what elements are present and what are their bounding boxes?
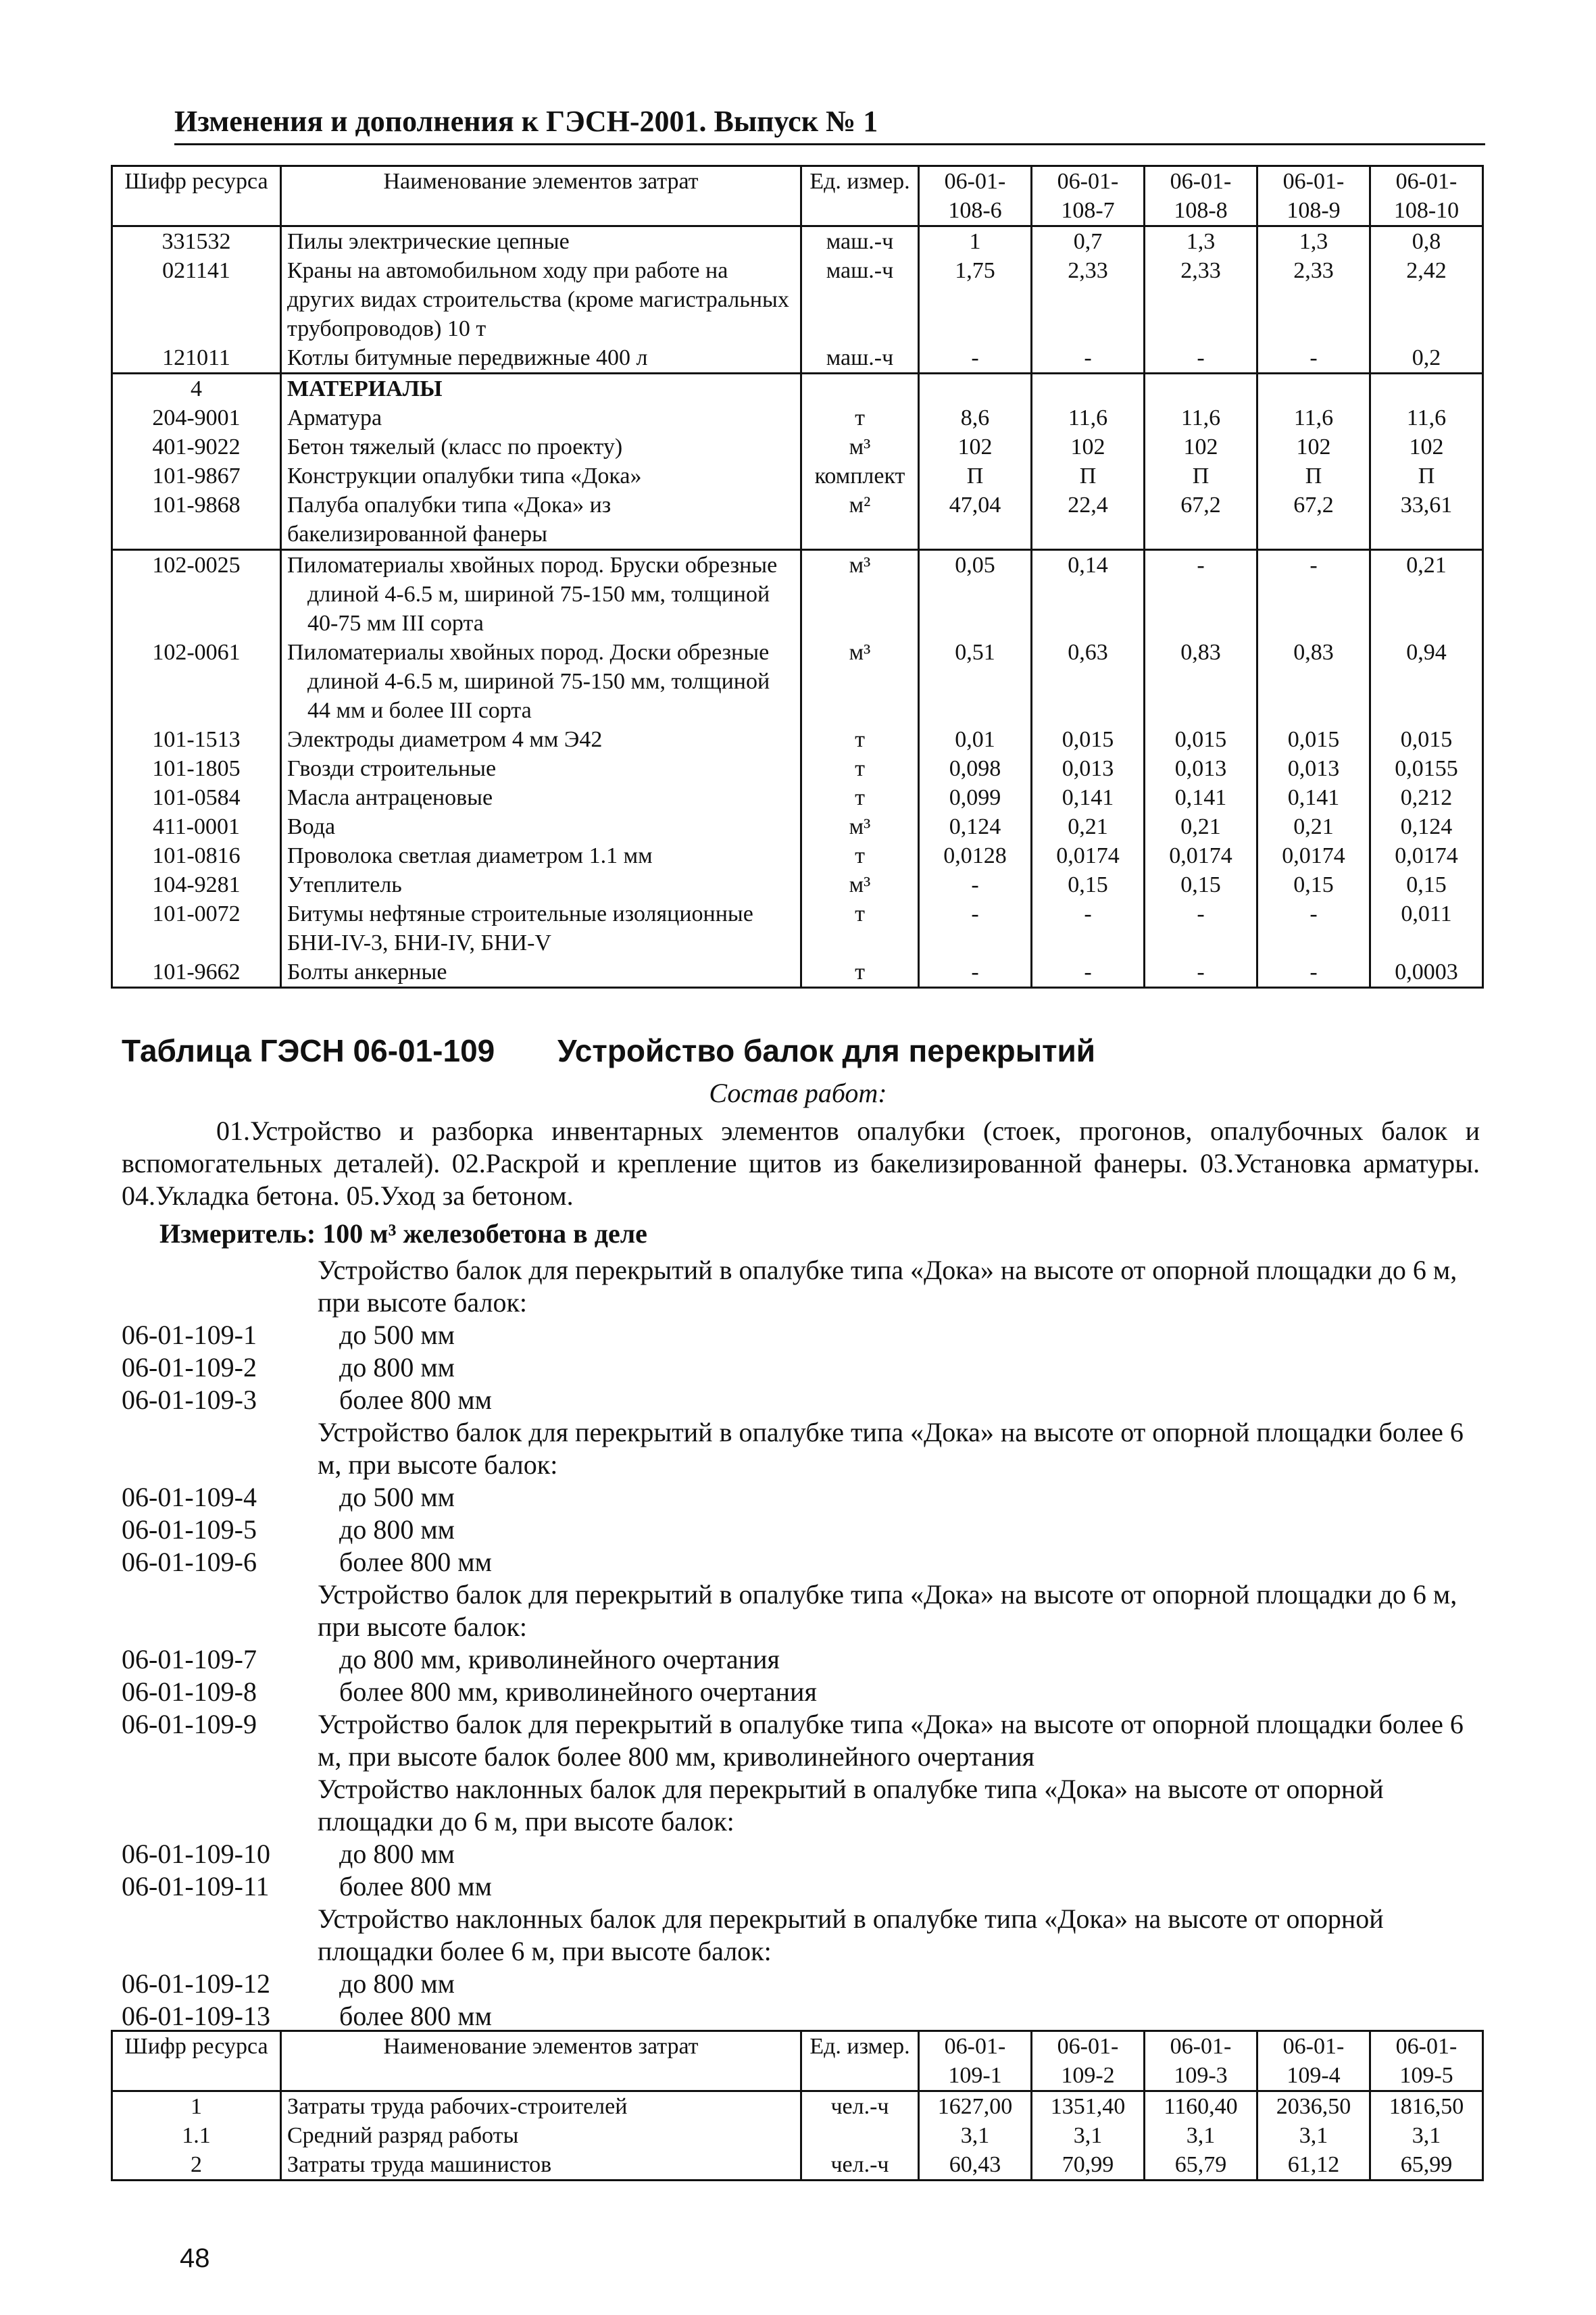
unit: т	[801, 725, 919, 754]
table-row	[112, 226, 1483, 257]
value-cell: 3,1	[1145, 2121, 1257, 2150]
resource-name-text: Пиломатериалы хвойных пород. Бруски обрезные длиной 4-6.5 м, шириной 75-150 мм, толщиной 40-75 мм III сорта	[287, 553, 778, 636]
entry	[122, 1546, 1480, 1578]
resource-code: 331532	[112, 226, 281, 257]
value-cell: 0,124	[1370, 812, 1483, 841]
value-cell: 1,3	[1257, 226, 1370, 257]
resource-code: 021141	[112, 256, 281, 343]
value-cell: -	[1032, 899, 1145, 957]
table-row	[112, 432, 1483, 462]
entry-code: 06-01-109-5	[122, 1514, 257, 1545]
value-cell: 3,1	[919, 2121, 1032, 2150]
value-cell: 0,7	[1032, 226, 1145, 257]
entry-code: 06-01-109-4	[122, 1482, 257, 1512]
value-cell: -	[1145, 343, 1257, 374]
resource-name	[281, 491, 801, 550]
resource-name-text: Бетон тяжелый (класс по проекту)	[287, 434, 623, 459]
entry-code	[122, 1773, 318, 1838]
resource-name-text: Котлы битумные передвижные 400 л	[287, 345, 648, 370]
unit: маш.-ч	[801, 343, 919, 374]
value-cell: П	[1370, 462, 1483, 491]
value-cell: 0,0128	[919, 841, 1032, 870]
value-cell: 0,21	[1145, 812, 1257, 841]
resource-name	[281, 462, 801, 491]
resource-code: 1	[112, 2091, 281, 2122]
value-cell: 67,2	[1257, 491, 1370, 550]
resource-name	[281, 725, 801, 754]
column-header: 06-01-108-10	[1370, 166, 1483, 226]
resource-table-108	[111, 165, 1484, 989]
value-cell: 0,013	[1257, 754, 1370, 783]
value-cell: 0,0174	[1032, 841, 1145, 870]
table-header-row	[112, 166, 1483, 226]
entry	[122, 1676, 1480, 1708]
value-cell: П	[1257, 462, 1370, 491]
table-title	[122, 1031, 1473, 1070]
value-cell: 3,1	[1257, 2121, 1370, 2150]
value-cell: 0,83	[1145, 638, 1257, 725]
value-cell: 22,4	[1032, 491, 1145, 550]
resource-name	[281, 957, 801, 988]
entry	[122, 1903, 1480, 1968]
table-row	[112, 491, 1483, 550]
column-header: Шифр ресурса	[112, 2031, 281, 2091]
value-cell: 11,6	[1032, 403, 1145, 432]
value-cell: 0,0174	[1370, 841, 1483, 870]
resource-name	[281, 374, 801, 404]
value-cell: 0,15	[1370, 870, 1483, 899]
resource-code: 101-9867	[112, 462, 281, 491]
value-cell	[1257, 374, 1370, 404]
resource-name-text: Конструкции опалубки типа «Дока»	[287, 464, 642, 489]
column-header: 06-01-109-4	[1257, 2031, 1370, 2091]
table-row	[112, 812, 1483, 841]
table-row	[112, 462, 1483, 491]
value-cell: 33,61	[1370, 491, 1483, 550]
entry	[122, 1481, 1480, 1514]
value-cell: 60,43	[919, 2150, 1032, 2181]
entry	[122, 1384, 1480, 1416]
entry-text: более 800 мм	[339, 1385, 492, 1415]
resource-name-text: Болты анкерные	[287, 960, 447, 985]
unit: чел.-ч	[801, 2091, 919, 2122]
resource-name	[281, 343, 801, 374]
value-cell: -	[919, 870, 1032, 899]
entry-code	[122, 1254, 318, 1319]
value-cell: 0,141	[1145, 783, 1257, 812]
unit: т	[801, 403, 919, 432]
resource-name	[281, 2150, 801, 2181]
entry	[122, 1708, 1480, 1773]
table-row	[112, 2150, 1483, 2181]
resource-name-text: Средний разряд работы	[287, 2123, 519, 2148]
column-header: Наименование элементов затрат	[281, 2031, 801, 2091]
value-cell: 0,51	[919, 638, 1032, 725]
entry	[122, 2000, 1480, 2033]
resource-name-text: Пилы электрические цепные	[287, 229, 570, 254]
column-header: 06-01-109-5	[1370, 2031, 1483, 2091]
value-cell: 0,212	[1370, 783, 1483, 812]
value-cell: 2,33	[1257, 256, 1370, 343]
table-row	[112, 256, 1483, 343]
resource-name	[281, 754, 801, 783]
resource-name	[281, 783, 801, 812]
entry-text: до 800 мм	[339, 1839, 455, 1869]
value-cell: П	[1032, 462, 1145, 491]
entry	[122, 1968, 1480, 2000]
column-header: Ед. измер.	[801, 166, 919, 226]
resource-name	[281, 403, 801, 432]
column-header: 06-01-109-3	[1145, 2031, 1257, 2091]
value-cell: -	[1032, 343, 1145, 374]
value-cell: 2,33	[1145, 256, 1257, 343]
entry-code: 06-01-109-6	[122, 1547, 257, 1577]
unit: маш.-ч	[801, 226, 919, 257]
entry-text: Устройство балок для перекрытий в опалубке типа «Дока» на высоте от опорной площадки более 6 м, при высоте балок:	[318, 1417, 1464, 1480]
unit	[801, 2121, 919, 2150]
entry	[122, 1319, 1480, 1351]
value-cell: 102	[1370, 432, 1483, 462]
resource-code: 1.1	[112, 2121, 281, 2150]
entry-text: Устройство балок для перекрытий в опалубке типа «Дока» на высоте от опорной площадки более 6 м, при высоте балок более 800 мм, криволинейного очертания	[318, 1709, 1464, 1772]
value-cell: 0,63	[1032, 638, 1145, 725]
resource-code: 104-9281	[112, 870, 281, 899]
value-cell: 1816,50	[1370, 2091, 1483, 2122]
resource-name-text: Масла антраценовые	[287, 785, 493, 810]
resource-name	[281, 870, 801, 899]
resource-name	[281, 2121, 801, 2150]
entry-code: 06-01-109-11	[122, 1871, 270, 1901]
value-cell: 0,011	[1370, 899, 1483, 957]
value-cell: 0,015	[1257, 725, 1370, 754]
value-cell: 0,01	[919, 725, 1032, 754]
unit: т	[801, 754, 919, 783]
entries-list	[122, 1254, 1480, 2033]
value-cell: -	[1257, 899, 1370, 957]
value-cell: 0,0174	[1145, 841, 1257, 870]
resource-code: 102-0025	[112, 550, 281, 639]
measure-label: Измеритель:	[159, 1218, 316, 1249]
value-cell: 0,124	[919, 812, 1032, 841]
column-header: 06-01-108-7	[1032, 166, 1145, 226]
resource-name-text: Палуба опалубки типа «Дока» из бакелизированной фанеры	[287, 493, 612, 547]
resource-code: 411-0001	[112, 812, 281, 841]
resource-name-text: Затраты труда рабочих-строителей	[287, 2094, 628, 2119]
table-row	[112, 638, 1483, 725]
value-cell: 0,8	[1370, 226, 1483, 257]
table-header-row	[112, 2031, 1483, 2091]
table-row	[112, 725, 1483, 754]
resource-name	[281, 226, 801, 257]
entry-code: 06-01-109-2	[122, 1352, 257, 1383]
value-cell: 0,05	[919, 550, 1032, 639]
unit: м³	[801, 870, 919, 899]
value-cell: 70,99	[1032, 2150, 1145, 2181]
resource-name-text: Проволока светлая диаметром 1.1 мм	[287, 843, 653, 868]
value-cell: 0,21	[1257, 812, 1370, 841]
value-cell: 11,6	[1370, 403, 1483, 432]
entry-text: Устройство балок для перекрытий в опалубке типа «Дока» на высоте от опорной площадки до 6 м, при высоте балок:	[318, 1255, 1457, 1318]
entry-code: 06-01-109-7	[122, 1644, 257, 1674]
resource-code: 2	[112, 2150, 281, 2181]
value-cell: 1351,40	[1032, 2091, 1145, 2122]
page-number: 48	[180, 2243, 210, 2273]
resource-name-text: Вода	[287, 814, 336, 839]
table-row	[112, 870, 1483, 899]
value-cell: 0,15	[1145, 870, 1257, 899]
value-cell: П	[919, 462, 1032, 491]
table-row	[112, 2121, 1483, 2150]
column-header: 06-01-108-9	[1257, 166, 1370, 226]
value-cell: 0,141	[1032, 783, 1145, 812]
value-cell: -	[1257, 343, 1370, 374]
entry-code	[122, 1903, 318, 1968]
value-cell: -	[1257, 957, 1370, 988]
entry-code	[122, 1416, 318, 1481]
table-name: Устройство балок для перекрытий	[557, 1033, 1096, 1068]
value-cell: 65,79	[1145, 2150, 1257, 2181]
value-cell: 0,0003	[1370, 957, 1483, 988]
unit: м²	[801, 491, 919, 550]
value-cell	[1370, 374, 1483, 404]
value-cell: 0,141	[1257, 783, 1370, 812]
value-cell: 0,21	[1370, 550, 1483, 639]
value-cell: 1,75	[919, 256, 1032, 343]
entry-code: 06-01-109-12	[122, 1968, 270, 1999]
entry-text: более 800 мм	[339, 2001, 492, 2031]
resource-name	[281, 638, 801, 725]
table-row	[112, 550, 1483, 639]
value-cell: 0,21	[1032, 812, 1145, 841]
table-row	[112, 783, 1483, 812]
resource-name-text: Гвозди строительные	[287, 756, 497, 781]
composition-text: 01.Устройство и разборка инвентарных элементов опалубки (стоек, прогонов, опалубочных балок и вспомогательных деталей). 02.Раскрой и крепление щитов из бакелизированной фанеры. 03.Установка арматуры. 04.Укладка бетона. 05.Уход за бетоном.	[122, 1116, 1480, 1211]
unit	[801, 374, 919, 404]
value-cell: П	[1145, 462, 1257, 491]
unit: м³	[801, 432, 919, 462]
resource-name-text: Краны на автомобильном ходу при работе на других видах строительства (кроме магистральных трубопроводов) 10 т	[287, 258, 789, 341]
value-cell: 1627,00	[919, 2091, 1032, 2122]
entry-code: 06-01-109-9	[122, 1709, 257, 1739]
entry	[122, 1416, 1480, 1481]
value-cell: -	[1032, 957, 1145, 988]
unit: м³	[801, 812, 919, 841]
entry-text: до 800 мм, криволинейного очертания	[339, 1644, 780, 1674]
value-cell: 2,33	[1032, 256, 1145, 343]
resource-name	[281, 899, 801, 957]
value-cell: -	[1145, 899, 1257, 957]
entry-text: более 800 мм	[339, 1547, 492, 1577]
value-cell: 2,42	[1370, 256, 1483, 343]
entry	[122, 1838, 1480, 1870]
entry	[122, 1254, 1480, 1319]
value-cell: 11,6	[1145, 403, 1257, 432]
unit: комплект	[801, 462, 919, 491]
measure-value: 100 м³ железобетона в деле	[322, 1218, 647, 1249]
entry	[122, 1578, 1480, 1643]
value-cell: 2036,50	[1257, 2091, 1370, 2122]
resource-name-text: Электроды диаметром 4 мм Э42	[287, 727, 603, 752]
value-cell: 0,013	[1032, 754, 1145, 783]
resource-code: 101-1805	[112, 754, 281, 783]
entry	[122, 1870, 1480, 1903]
value-cell	[1032, 374, 1145, 404]
resource-code: 101-9662	[112, 957, 281, 988]
entry-text: до 500 мм	[339, 1482, 455, 1512]
resource-name-text: Арматура	[287, 405, 382, 430]
entry-text: до 500 мм	[339, 1320, 455, 1350]
value-cell: -	[1145, 957, 1257, 988]
table-row	[112, 343, 1483, 374]
value-cell: -	[919, 957, 1032, 988]
table-row	[112, 2091, 1483, 2122]
value-cell: 65,99	[1370, 2150, 1483, 2181]
value-cell	[919, 374, 1032, 404]
column-header: Шифр ресурса	[112, 166, 281, 226]
page-header: Изменения и дополнения к ГЭСН-2001. Выпуск № 1	[174, 103, 1485, 145]
resource-name-text: МАТЕРИАЛЫ	[287, 376, 443, 401]
resource-code: 101-9868	[112, 491, 281, 550]
resource-name-text: Пиломатериалы хвойных пород. Доски обрезные длиной 4-6.5 м, шириной 75-150 мм, толщиной 44 мм и более III сорта	[287, 640, 770, 723]
value-cell: 0,15	[1032, 870, 1145, 899]
entry-text: Устройство балок для перекрытий в опалубке типа «Дока» на высоте от опорной площадки до 6 м, при высоте балок:	[318, 1579, 1457, 1642]
composition-title: Состав работ:	[709, 1078, 887, 1108]
value-cell: -	[919, 343, 1032, 374]
resource-name	[281, 841, 801, 870]
value-cell: 3,1	[1032, 2121, 1145, 2150]
value-cell: 0,15	[1257, 870, 1370, 899]
resource-name-text: Затраты труда машинистов	[287, 2152, 552, 2177]
value-cell: 61,12	[1257, 2150, 1370, 2181]
resource-code: 4	[112, 374, 281, 404]
value-cell: 0,0174	[1257, 841, 1370, 870]
value-cell: 1160,40	[1145, 2091, 1257, 2122]
resource-name	[281, 550, 801, 639]
table-number: Таблица ГЭСН 06-01-109	[122, 1033, 495, 1068]
resource-code: 102-0061	[112, 638, 281, 725]
value-cell: 102	[1032, 432, 1145, 462]
unit: маш.-ч	[801, 256, 919, 343]
value-cell: 11,6	[1257, 403, 1370, 432]
table-row	[112, 374, 1483, 404]
unit: т	[801, 957, 919, 988]
column-header: 06-01-108-8	[1145, 166, 1257, 226]
resource-code: 204-9001	[112, 403, 281, 432]
entry	[122, 1351, 1480, 1384]
entry-code: 06-01-109-3	[122, 1385, 257, 1415]
table-row	[112, 841, 1483, 870]
unit: т	[801, 841, 919, 870]
entry-code: 06-01-109-1	[122, 1320, 257, 1350]
resource-name	[281, 256, 801, 343]
column-header: 06-01-109-1	[919, 2031, 1032, 2091]
value-cell: 0,015	[1032, 725, 1145, 754]
entry-text: более 800 мм	[339, 1871, 492, 1901]
table-row	[112, 754, 1483, 783]
table-row	[112, 899, 1483, 957]
value-cell: 3,1	[1370, 2121, 1483, 2150]
unit: т	[801, 783, 919, 812]
table-row	[112, 957, 1483, 988]
entry-text: до 800 мм	[339, 1352, 455, 1383]
resource-name	[281, 432, 801, 462]
value-cell: 47,04	[919, 491, 1032, 550]
resource-name	[281, 812, 801, 841]
entry	[122, 1514, 1480, 1546]
resource-code: 401-9022	[112, 432, 281, 462]
value-cell: -	[919, 899, 1032, 957]
entry	[122, 1773, 1480, 1838]
value-cell: 0,94	[1370, 638, 1483, 725]
column-header: 06-01-109-2	[1032, 2031, 1145, 2091]
value-cell: 1,3	[1145, 226, 1257, 257]
table-row	[112, 403, 1483, 432]
value-cell: -	[1257, 550, 1370, 639]
entry-text: до 800 мм	[339, 1514, 455, 1545]
entry-text: до 800 мм	[339, 1968, 455, 1999]
column-header: Ед. измер.	[801, 2031, 919, 2091]
entry-code: 06-01-109-13	[122, 2001, 270, 2031]
unit: чел.-ч	[801, 2150, 919, 2181]
resource-name-text: Битумы нефтяные строительные изоляционные БНИ-IV-3, БНИ-IV, БНИ-V	[287, 901, 753, 955]
measure-line	[159, 1218, 1443, 1250]
unit: м³	[801, 550, 919, 639]
unit: м³	[801, 638, 919, 725]
value-cell: 0,0155	[1370, 754, 1483, 783]
entry	[122, 1643, 1480, 1676]
value-cell: 8,6	[919, 403, 1032, 432]
value-cell: 1	[919, 226, 1032, 257]
value-cell: 102	[1145, 432, 1257, 462]
entry-text: более 800 мм, криволинейного очертания	[339, 1676, 817, 1707]
entry-code: 06-01-109-8	[122, 1676, 257, 1707]
value-cell: -	[1145, 550, 1257, 639]
value-cell	[1145, 374, 1257, 404]
resource-code: 101-0072	[112, 899, 281, 957]
value-cell: 0,14	[1032, 550, 1145, 639]
value-cell: 102	[919, 432, 1032, 462]
unit: т	[801, 899, 919, 957]
value-cell: 0,099	[919, 783, 1032, 812]
entry-code	[122, 1578, 318, 1643]
value-cell: 0,098	[919, 754, 1032, 783]
value-cell: 0,015	[1145, 725, 1257, 754]
value-cell: 0,013	[1145, 754, 1257, 783]
column-header: 06-01-108-6	[919, 166, 1032, 226]
value-cell: 0,83	[1257, 638, 1370, 725]
resource-name-text: Утеплитель	[287, 872, 402, 897]
resource-table-109	[111, 2030, 1484, 2181]
value-cell: 0,015	[1370, 725, 1483, 754]
entry-code: 06-01-109-10	[122, 1839, 270, 1869]
entry-text: Устройство наклонных балок для перекрытий в опалубке типа «Дока» на высоте от опорной площадки более 6 м, при высоте балок:	[318, 1903, 1384, 1966]
resource-code: 121011	[112, 343, 281, 374]
entry-text: Устройство наклонных балок для перекрытий в опалубке типа «Дока» на высоте от опорной площадки до 6 м, при высоте балок:	[318, 1774, 1384, 1837]
resource-name	[281, 2091, 801, 2122]
value-cell: 102	[1257, 432, 1370, 462]
resource-code: 101-0584	[112, 783, 281, 812]
column-header: Наименование элементов затрат	[281, 166, 801, 226]
value-cell: 0,2	[1370, 343, 1483, 374]
resource-code: 101-0816	[112, 841, 281, 870]
resource-code: 101-1513	[112, 725, 281, 754]
value-cell: 67,2	[1145, 491, 1257, 550]
